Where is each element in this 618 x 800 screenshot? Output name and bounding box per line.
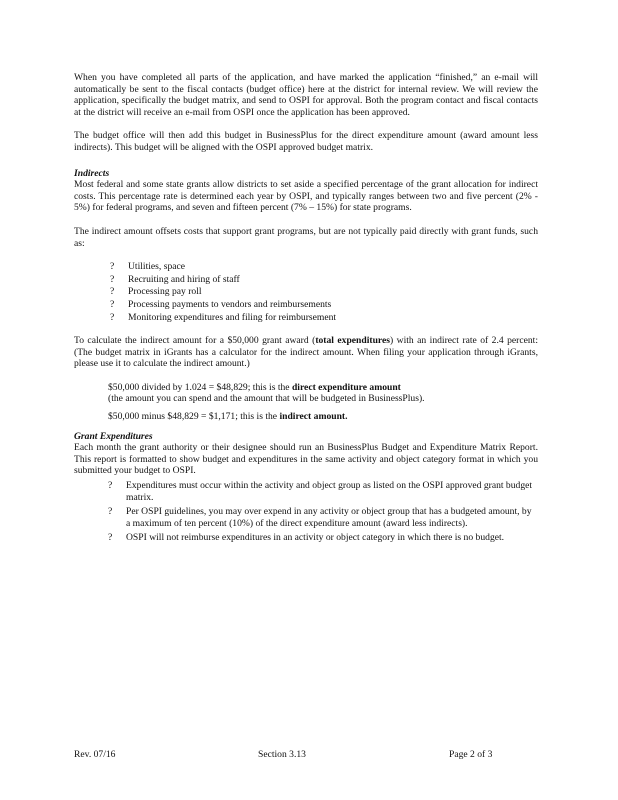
bullet-glyph: ?: [110, 311, 115, 323]
calc-indirect-text: $50,000 minus $48,829 = $1,171; this is the: [108, 411, 280, 423]
intro-paragraph-2: The budget office will then add this budget in BusinessPlus for the direct expenditure amount (award amount less indirects). This budget will be aligned with the OSPI approved budget matrix.: [74, 130, 538, 153]
page-footer: [74, 749, 510, 763]
bullet-glyph: ?: [108, 506, 113, 518]
calculation-block: [108, 382, 538, 423]
bullet-glyph: ?: [110, 286, 115, 298]
list-item-text: Recruiting and hiring of staff: [128, 273, 240, 285]
calc-intro-text-continued: ) with an indirect rate of 2.4 percent: (The budget matrix in iGrants has a calculator for the indirect amount. When filing your application through iGrants, please use it to calculate the indirect amount.): [74, 335, 539, 370]
indirects-paragraph-2: The indirect amount offsets costs that support grant programs, but are not typically paid directly with grant funds, such as:: [74, 225, 538, 249]
indirect-amount-emphasis: indirect amount.: [279, 411, 348, 423]
direct-expenditure-emphasis: direct expenditure amount: [291, 381, 401, 393]
list-item: [110, 299, 538, 311]
footer-revision: Rev. 07/16: [74, 749, 116, 760]
indirect-cost-list: [74, 261, 538, 323]
calc-line-indirect: [108, 411, 538, 423]
list-item-text: Expenditures must occur within the activity and object group as listed on the OSPI approved grant budget matrix.: [126, 480, 533, 503]
calc-direct-note: (the amount you can spend and the amount that will be budgeted in BusinessPlus).: [108, 393, 425, 405]
list-item: [110, 261, 538, 273]
list-item: [108, 532, 538, 544]
footer-page-number: Page 2 of 3: [449, 749, 493, 760]
list-item-text: Processing pay roll: [128, 286, 202, 298]
list-item: [110, 286, 538, 298]
bullet-glyph: ?: [110, 273, 115, 285]
total-expenditures-emphasis: total expenditures: [315, 335, 391, 347]
calc-line-direct: [108, 382, 538, 405]
indirects-heading: Indirects: [74, 167, 110, 179]
grant-expenditures-heading: Grant Expenditures: [74, 430, 153, 442]
bullet-glyph: ?: [110, 261, 115, 273]
list-item: [108, 506, 538, 529]
intro-paragraph-1: When you have completed all parts of the application, and have marked the application “finished,” an e-mail will automatically be sent to the fiscal contacts (budget office) here at the district for internal review. We will review the application, specifically the budget matrix, and send to OSPI for approval. Both the program contact and fiscal contacts at the district will receive an e-mail from OSPI once the application has been approved.: [74, 72, 538, 118]
indirects-paragraph-1: Most federal and some state grants allow districts to set aside a specified percentage of the grant allocation for indirect costs. This percentage rate is determined each year by OSPI, and typically ranges between two and five percent (2% - 5%) for federal programs, and seven and fifteen percent (7% – 15%) for state programs.: [74, 179, 538, 214]
calc-intro-text: To calculate the indirect amount for a $50,000 grant award (: [74, 335, 316, 347]
grant-expenditure-rules-list: [74, 480, 538, 544]
list-item-text: Monitoring expenditures and filing for reimbursement: [128, 311, 337, 323]
bullet-glyph: ?: [108, 480, 113, 492]
footer-section: Section 3.13: [258, 749, 306, 760]
list-item-text: Per OSPI guidelines, you may over expend in any activity or object group that has a budgeted amount, by a maximum of ten percent (10%) of the direct expenditure amount (award less indirects).: [126, 506, 532, 529]
bullet-glyph: ?: [108, 532, 113, 544]
list-item: [110, 312, 538, 324]
list-item-text: Utilities, space: [128, 261, 186, 273]
page-content: [74, 72, 538, 556]
list-item: [110, 274, 538, 286]
grant-expenditures-paragraph: Each month the grant authority or their designee should run an BusinessPlus Budget and Expenditure Matrix Report. This report is formatted to show budget and expenditures in the same activity and object category format in which you submitted your budget to OSPI.: [74, 442, 538, 477]
list-item-text: OSPI will not reimburse expenditures in an activity or object category in which there is no budget.: [126, 532, 505, 544]
list-item-text: Processing payments to vendors and reimbursements: [128, 298, 332, 310]
indirects-calculation-paragraph: [74, 335, 538, 370]
bullet-glyph: ?: [110, 298, 115, 310]
list-item: [108, 480, 538, 503]
calc-direct-text: $50,000 divided by 1.024 = $48,829; this is the: [108, 381, 292, 393]
